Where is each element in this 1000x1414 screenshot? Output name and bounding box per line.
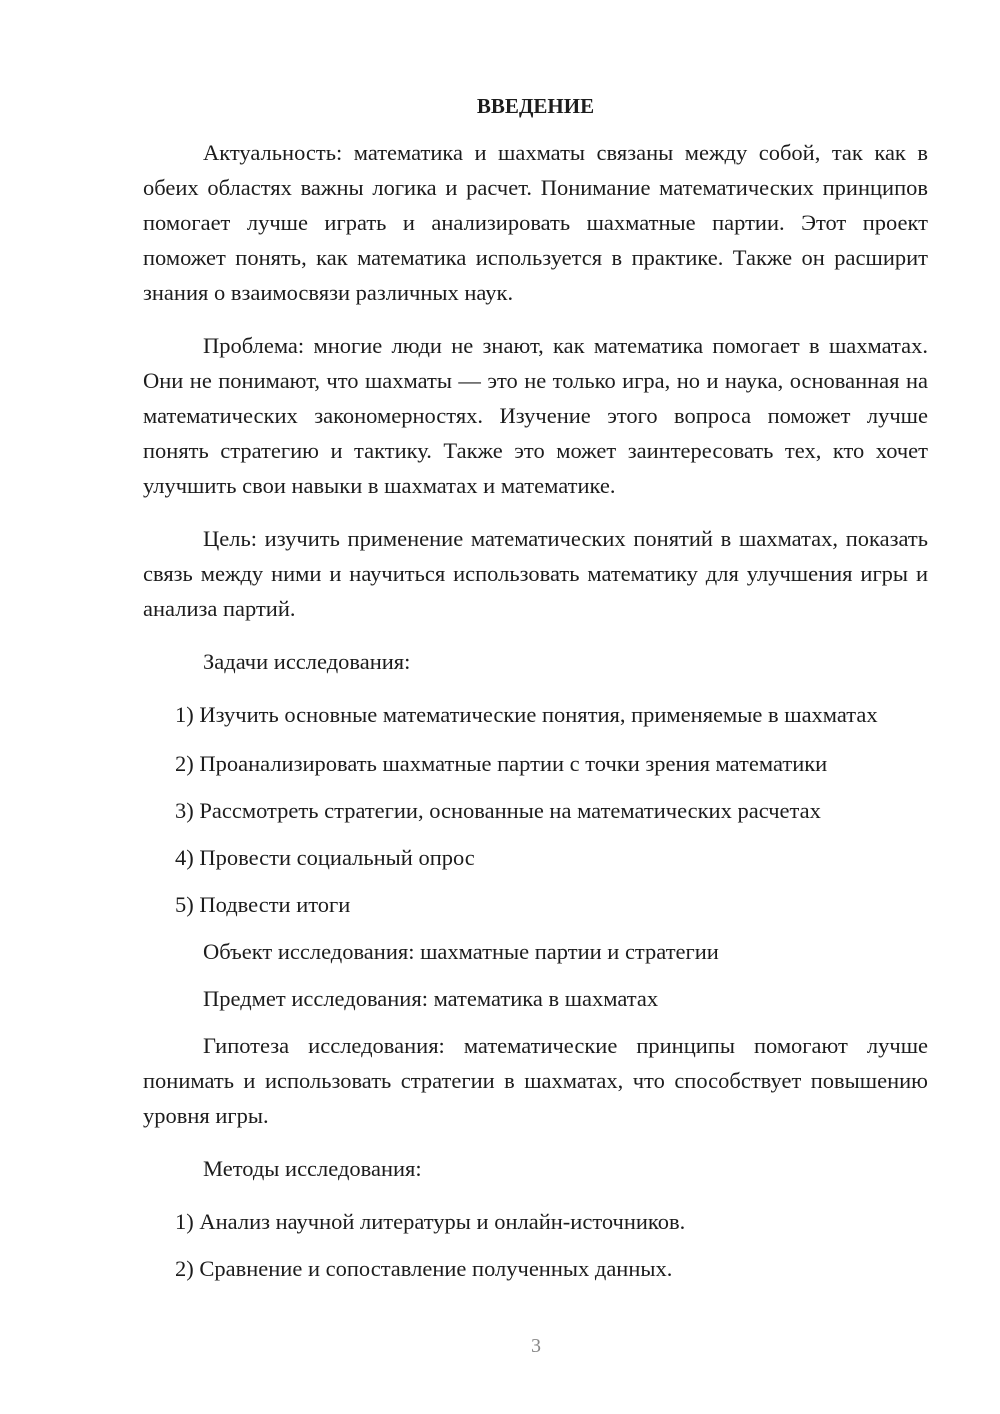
task-item: 1) Изучить основные математические понятия, применяемые в шахматах bbox=[175, 702, 878, 728]
section-title: ВВЕДЕНИЕ bbox=[476, 94, 595, 118]
tasks-heading: Задачи исследования: bbox=[203, 649, 411, 675]
methods-heading: Методы исследования: bbox=[203, 1156, 422, 1182]
goal-paragraph: Цель: изучить применение математических понятий в шахматах, показать связь между ними и научиться использовать математику для улучшения игры и анализа партий. bbox=[143, 526, 928, 622]
task-item: 5) Подвести итоги bbox=[175, 892, 351, 918]
task-item: 4) Провести социальный опрос bbox=[175, 845, 475, 871]
problem-paragraph: Проблема: многие люди не знают, как математика помогает в шахматах. Они не понимают, что шахматы — это не только игра, но и наука, основанная на математических закономерностях. Изучение этого вопроса поможет лучше понять стратегию и тактику. Также это может заинтересовать тех, кто хочет улучшить свои навыки в шахматах и математике. bbox=[143, 333, 928, 499]
method-item: 1) Анализ научной литературы и онлайн-источников. bbox=[175, 1209, 686, 1235]
hypothesis-paragraph: Гипотеза исследования: математические принципы помогают лучше понимать и использовать стратегии в шахматах, что способствует повышению уровня игры. bbox=[143, 1033, 928, 1129]
task-item: 3) Рассмотреть стратегии, основанные на математических расчетах bbox=[175, 798, 821, 824]
object-line: Объект исследования: шахматные партии и стратегии bbox=[203, 939, 719, 965]
document-body bbox=[143, 94, 928, 1286]
page-number: 3 bbox=[531, 1335, 541, 1357]
task-item: 2) Проанализировать шахматные партии с точки зрения математики bbox=[175, 751, 828, 777]
method-item: 2) Сравнение и сопоставление полученных данных. bbox=[175, 1256, 673, 1282]
subject-line: Предмет исследования: математика в шахматах bbox=[203, 986, 659, 1012]
relevance-paragraph: Актуальность: математика и шахматы связаны между собой, так как в обеих областях важны логика и расчет. Понимание математических принципов помогает лучше играть и анализировать шахматные партии. Этот проект поможет понять, как математика используется в практике. Также он расширит знания о взаимосвязи различных наук. bbox=[143, 140, 928, 306]
